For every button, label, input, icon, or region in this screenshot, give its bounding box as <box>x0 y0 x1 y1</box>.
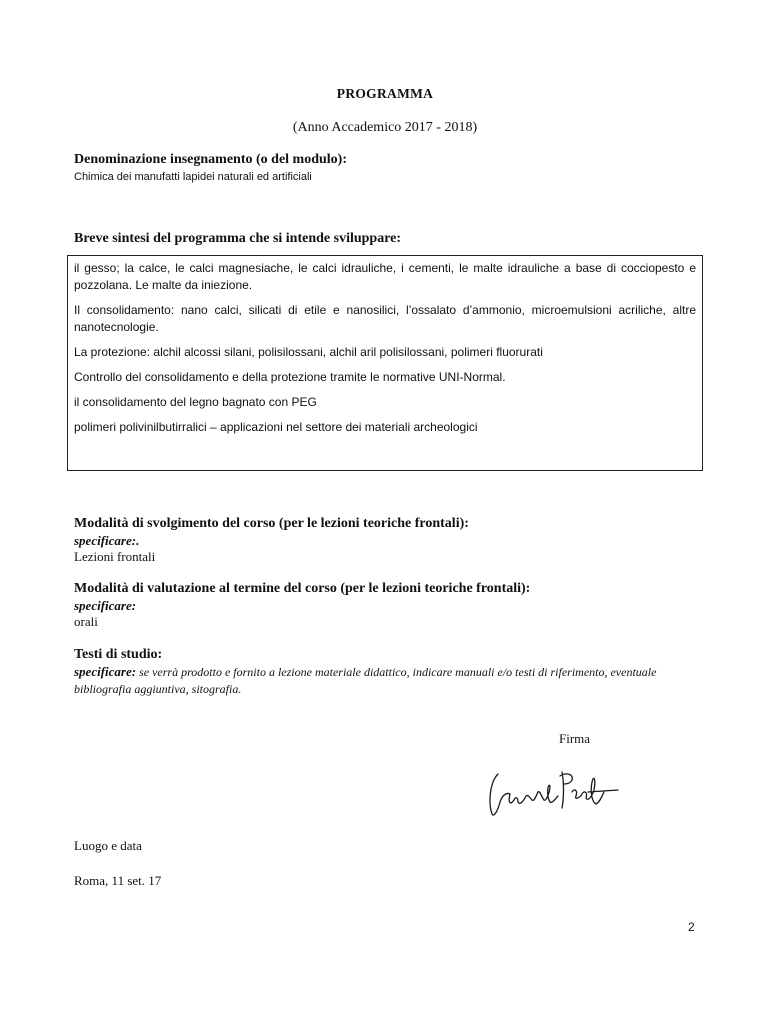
summary-paragraph: il consolidamento del legno bagnato con PEG <box>74 395 317 409</box>
teaching-mode-value: Lezioni frontali <box>74 549 156 564</box>
page-number: 2 <box>688 920 695 934</box>
summary-heading: Breve sintesi del programma che si intende sviluppare: <box>74 231 402 246</box>
summary-paragraph: polimeri polivinilbutirralici – applicazioni nel settore dei materiali archeologici <box>74 420 478 434</box>
evaluation-mode-value: orali <box>74 614 98 629</box>
course-name: Chimica dei manufatti lapidei naturali ed artificiali <box>74 171 312 183</box>
summary-paragraph: La protezione: alchil alcossi silani, polisilossani, alchil aril polisilossani, polimeri fluorurati <box>74 345 543 359</box>
teaching-mode-heading: Modalità di svolgimento del corso (per le lezioni teoriche frontali): <box>74 516 469 531</box>
document-title: PROGRAMMA <box>336 86 434 101</box>
study-texts-spec-text: se verrà prodotto e fornito a lezione materiale didattico, indicare manuali e/o testi di riferimento, eventuale bibliografia aggiuntiva, sitografia. <box>74 665 657 696</box>
summary-paragraph: Il consolidamento: nano calci, silicati di etile e nanosilici, l’ossalato d’ammonio, microemulsioni acriliche, altre nanotecnologie. <box>74 303 696 334</box>
program-summary-box <box>67 255 703 471</box>
study-texts-heading: Testi di studio: <box>74 647 163 662</box>
signature-image <box>484 762 624 822</box>
academic-year: (Anno Accademico 2017 - 2018) <box>292 120 478 135</box>
place-date-value: Roma, 11 set. 17 <box>74 873 162 888</box>
evaluation-mode-spec-label: specificare: <box>74 598 137 613</box>
signature-label: Firma <box>559 731 591 746</box>
teaching-mode-spec-label: specificare:. <box>74 533 140 548</box>
course-name-heading: Denominazione insegnamento (o del modulo): <box>74 152 347 167</box>
summary-paragraph: il gesso; la calce, le calci magnesiache, le calci idrauliche, i cementi, le malte idrauliche a base di cocciopesto e pozzolana. Le malte da iniezione. <box>74 261 696 292</box>
handwritten-signature <box>484 762 624 827</box>
place-date-label: Luogo e data <box>74 838 142 853</box>
evaluation-mode-heading: Modalità di valutazione al termine del corso (per le lezioni teoriche frontali): <box>74 581 531 596</box>
summary-paragraph: Controllo del consolidamento e della protezione tramite le normative UNI-Normal. <box>74 370 506 384</box>
study-texts-spec <box>74 663 694 698</box>
study-texts-spec-label: specificare: <box>74 664 137 679</box>
